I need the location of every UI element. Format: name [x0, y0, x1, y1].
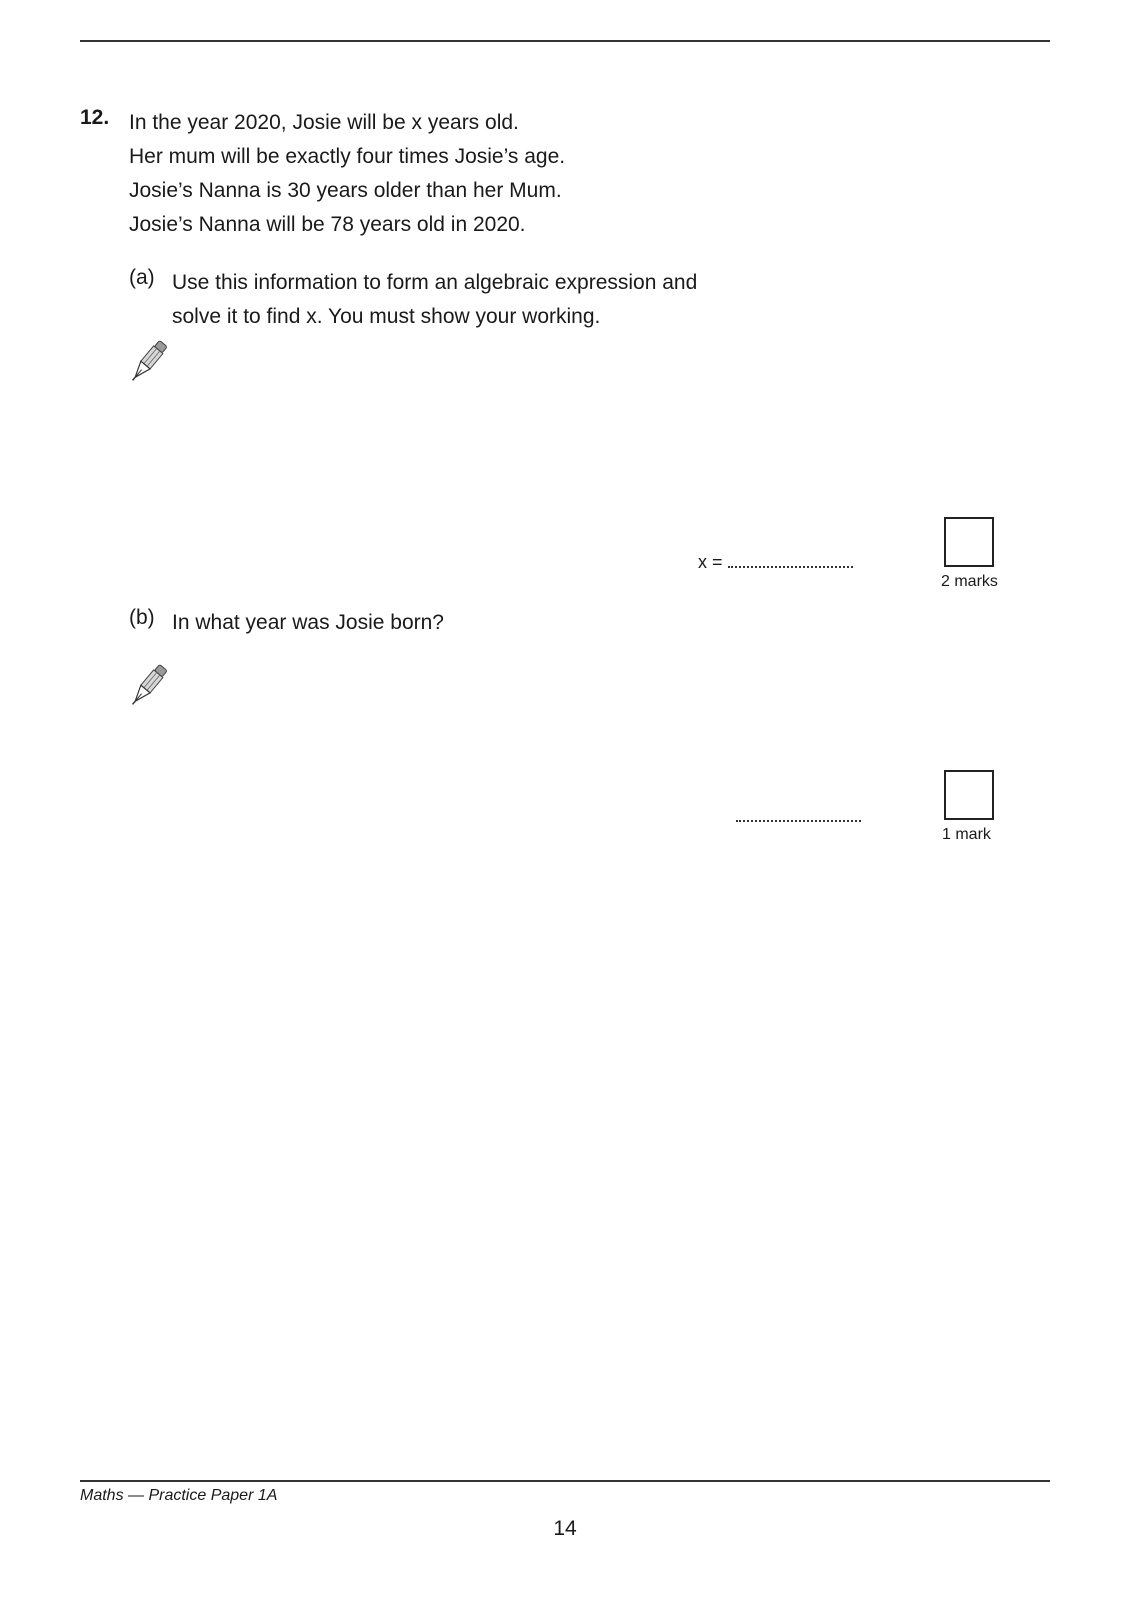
question-number: 12. [80, 106, 110, 129]
part-b-line: In what year was Josie born? [172, 611, 444, 634]
stem-line: Josie’s Nanna will be 78 years old in 2020. [129, 213, 526, 236]
part-a-line: solve it to find x. You must show your working. [172, 305, 601, 328]
mark-box-b[interactable] [944, 770, 994, 820]
pen-icon [122, 660, 174, 712]
mark-box-a[interactable] [944, 517, 994, 567]
page-number: 14 [553, 1517, 577, 1540]
stem-line: Josie’s Nanna is 30 years older than her Mum. [129, 179, 562, 202]
part-a-line: Use this information to form an algebraic expression and [172, 271, 698, 294]
marks-label-a: 2 marks [941, 573, 998, 590]
bottom-rule [80, 1480, 1050, 1482]
question-stem [129, 106, 565, 242]
part-a-text [172, 266, 697, 334]
pen-icon [122, 336, 174, 388]
answer-prefix: x = [698, 552, 723, 572]
marks-label-b: 1 mark [942, 826, 991, 843]
answer-line-b[interactable] [736, 806, 861, 827]
answer-line-a[interactable] [698, 552, 853, 573]
part-b-label: (b) [129, 606, 155, 629]
stem-line: Her mum will be exactly four times Josie’s age. [129, 145, 566, 168]
part-a-label: (a) [129, 266, 155, 289]
stem-line: In the year 2020, Josie will be x years old. [129, 111, 519, 134]
part-b-text [172, 606, 444, 640]
dotted-answer-line[interactable] [736, 806, 861, 822]
dotted-answer-line[interactable] [728, 552, 853, 568]
top-rule [80, 40, 1050, 42]
footer-title: Maths — Practice Paper 1A [80, 1487, 278, 1504]
